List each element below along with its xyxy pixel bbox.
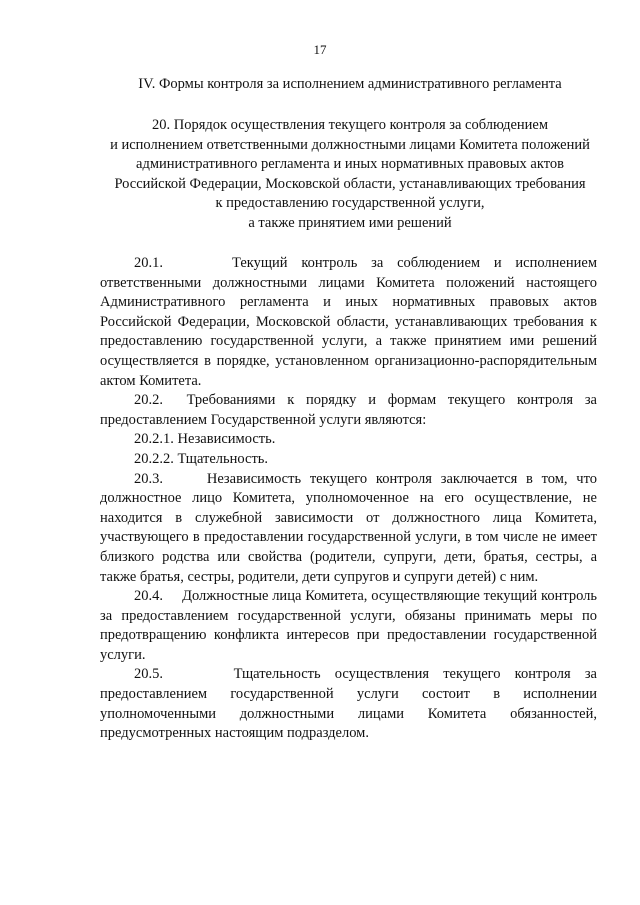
paragraph-20-2-2: 20.2.2. Тщательность. bbox=[134, 450, 269, 467]
section-title: IV. Формы контроля за исполнением административного регламента bbox=[138, 76, 562, 92]
paragraph-20-2-1: 20.2.1. Независимость. bbox=[134, 431, 276, 448]
subsection-title bbox=[95, 116, 605, 233]
document-body bbox=[100, 254, 597, 744]
paragraph-20-2: 20.2. Требованиями к порядку и формам текущего контроля за предоставлением Государственной услуги являются: bbox=[100, 392, 597, 428]
subsection-title-line: 20. Порядок осуществления текущего контроля за соблюдением bbox=[151, 117, 549, 133]
page-number: 17 bbox=[313, 42, 327, 57]
subsection-title-line: к предоставлению государственной услуги, bbox=[215, 195, 485, 211]
subsection-title-line: и исполнением ответственными должностными лицами Комитета положений bbox=[110, 136, 590, 153]
paragraph-20-4: 20.4. Должностные лица Комитета, осуществляющие текущий контроль за предоставлением государственной услуги, обязаны принимать меры по предотвращению конфликта интересов при предоставлении государственной услуги. bbox=[100, 588, 597, 663]
subsection-title-line: административного регламента и иных нормативных правовых актов bbox=[136, 156, 564, 172]
subsection-title-line: Российской Федерации, Московской области, устанавливающих требования bbox=[114, 175, 586, 192]
paragraph-20-3: 20.3. Независимость текущего контроля заключается в том, что должностное лицо Комитета, уполномоченное на его осуществление, не находится в служебной зависимости от должностного лица Комитета, участвующего в предоставлении государственной услуги, в том числе не имеет близкого родства или свойства (родители, супруги, дети, братья, сестры, а также братья, сестры, родители, дети супругов и супруги детей) с ним. bbox=[100, 470, 597, 585]
subsection-title-line: а также принятием ими решений bbox=[248, 214, 452, 231]
paragraph-20-5: 20.5. Тщательность осуществления текущего контроля за предоставлением государственной услуги состоит в исполнении уполномоченными должностными лицами Комитета обязанностей, предусмотренных настоящим подразделом. bbox=[100, 666, 597, 742]
paragraph-20-1: 20.1. Текущий контроль за соблюдением и исполнением ответственными должностными лицами Комитета положений настоящего Административного регламента и иных нормативных правовых актов Российской Федерации, Московской области, устанавливающих требования к предоставлению государственной услуги, а также принятием ими решений осуществляется в порядке, установленном организационно-распорядительным актом Комитета. bbox=[100, 255, 597, 389]
